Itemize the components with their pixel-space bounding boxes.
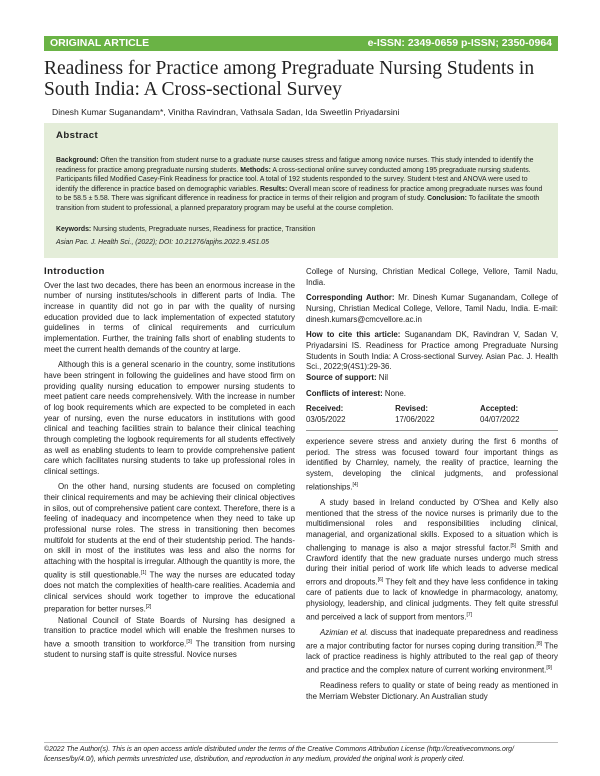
footer-rule — [44, 742, 558, 743]
ref-2[interactable]: [2] — [145, 604, 152, 611]
methods-label: Methods: — [240, 166, 271, 174]
ref-5[interactable]: [5] — [510, 542, 517, 549]
results-text: Overall mean score of readiness for practice among pregraduate nurses was found to be 58.5 ± 5.58. There was significant difference in readiness for practice in terms of their religion and program of study. — [56, 185, 543, 203]
intro-paragraph-4: National Council of State Boards of Nursing has designed a transition to practice model which will enable the freshmen nurses to have a smooth transition to workforce.[3] The transition from nursing student to nursing staff is quite stressful. Novice nurses — [44, 615, 296, 660]
affiliation-block — [306, 267, 558, 426]
intro-paragraph-3: On the other hand, nursing students are focused on completing their clinical requirements and may be achieving their clinical objectives in silos, out of comprehensive patient care context. Therefore, there is a feeling of inadequacy and incompetence when they need to take up professional nurse roles. The stress in transitioning then becomes multifold for students at the end of their studentship period. The hands-on skill in most of the institutes was less and also the norms for attaching with the hospital is irregular. Although the quantity is more, the quality is still questionable.[1] The way the nurses are educated today does not match the complexities of health-care realities. Academia and clinical services should work together to improve the educational preparation for better nurses.[2] — [44, 482, 295, 614]
article-type-label: ORIGINAL ARTICLE — [50, 37, 150, 49]
revised-date: Revised: 17/06/2022 — [395, 404, 435, 424]
keywords-text: Nursing students, Pregraduate nurses, Readiness for practice, Transition — [91, 226, 316, 233]
abstract-text — [56, 156, 546, 214]
header-bar — [44, 36, 558, 51]
article-dates — [306, 404, 558, 425]
author-list: Dinesh Kumar Suganandam*, Vinitha Ravindran, Vathsala Sadan, Ida Sweetlin Priyadarsini — [52, 107, 400, 117]
how-to-cite: How to cite this article: Suganandam DK, Ravindran V, Sadan V, Priyadarsini IS. Readiness for Practice among Pregraduate Nursing Students in South India: A Cross-sectional Survey. Asian Pac. J. Health Sci., 2022;9(4S1):29-36. — [306, 330, 559, 372]
ref-3[interactable]: [3] — [186, 638, 192, 645]
license-footer: ©2022 The Author(s). This is an open access article distributed under the terms of the Creative Commons Attribution License (http://creativecommons.org/ licenses/by/4.0/), which permits unrestricted use, distribution, and reproduction in any medium, provided the original work is properly cited. — [44, 746, 514, 763]
ref-4[interactable]: [4] — [352, 481, 359, 488]
ref-6[interactable]: [6] — [377, 577, 384, 584]
received-date: Received: 03/05/2022 — [306, 404, 346, 424]
source-of-support: Source of support: Nil — [306, 372, 388, 382]
introduction-heading: Introduction — [44, 266, 105, 277]
ref-9[interactable]: [9] — [546, 664, 552, 671]
issn-label: e-ISSN: 2349-0659 p-ISSN; 2350-0964 — [367, 37, 552, 49]
conclusion-label: Conclusion: — [427, 195, 467, 203]
results-label: Results: — [260, 185, 288, 193]
keywords-label: Keywords: — [56, 226, 92, 233]
college-affiliation: College of Nursing, Christian Medical College, Vellore, Tamil Nadu, India. — [306, 267, 558, 287]
ref-8[interactable]: [8] — [536, 640, 543, 647]
ref-1[interactable]: [1] — [140, 569, 147, 576]
body-paragraph-4: Readiness refers to quality or state of being ready as mentioned in the Merriam Webster Dictionary. An Australian study — [306, 680, 558, 701]
intro-paragraph-2: Although this is a general scenario in the country, some institutions have been stringent in following the guidelines and have stood firm on providing quality nursing education to empower nursing students to meet patient care needs comprehensively. With the increase in number of log book requirements which are expected to be completed in each year of nursing, even the nurse educators in institutions with good clinical and teaching facilities strain to balance their clinical teaching through completing the logbook requirements for all students effectively as well as enabling students to learn to provide comprehensive patient care which facilitates nursing students to take up professional roles in clinical settings. — [44, 360, 295, 476]
body-paragraph-3: Azimian et al. discuss that inadequate preparedness and readiness are a major contributing factor for nurses coping during transition.[8] The lack of practice readiness is highly attributed to the real gap of theory and practice and the complex nature of current working environment.[9] — [306, 628, 558, 675]
intro-paragraph-1: Over the last two decades, there has been an enormous increase in the number of nursing institutes/schools in different parts of India. The increase in quantity did not go in par with the quality of nursing education provided due to lack implementation of expected statutory guidelines in terms of clinical requirements and curriculum implementation. Further, the training falls short of enabling students to meet the current health demands of the country at large. — [44, 280, 295, 354]
ref-7[interactable]: [7] — [466, 611, 473, 618]
methods-text: A cross-sectional online survey conducted among 195 pregraduate nursing students. Participants filled Modified Casey-Fink Readiness for practice tool. A total of 192 students responded to the survey. Student t-test and ANOVA were used to identify the difference in practice based on demographic variables. — [56, 166, 531, 193]
keywords — [56, 226, 546, 233]
affiliation-divider — [306, 430, 558, 431]
left-column — [44, 267, 295, 661]
article-title: Readiness for Practice among Pregraduate Nursing Students in South India: A Cross-sectional Survey — [44, 58, 535, 100]
conflicts-of-interest: Conflicts of interest: None. — [306, 388, 406, 398]
body-paragraph-2: A study based in Ireland conducted by O'Shea and Kelly also mentioned that the stress of the novice nurses is primarily due to the multidimensional roles and responsibilities including clinical, managerial, and organizational skills. Exposed to a situation which is challenging to manage is also a major stressful factor.[5] Smith and Crawford identify that the new graduate nurses undergo much stress during their initial period of work life which leads to adverse medical errors and dropouts.[6] They felt and they have less confidence in taking care of patients due to lack of knowledge in pharmacology, anatomy, physiology, leadership, and clinical judgments. They felt quite stressful and perceived a lack of support from mentors.[7] — [306, 497, 558, 622]
right-column — [306, 437, 558, 702]
corresponding-author: Corresponding Author: Mr. Dinesh Kumar Suganandam, College of Nursing, Christian Medical College, Vellore, Tamil Nadu, India. E-mail: dinesh.kumars@cmcvellore.ac.in — [306, 293, 559, 324]
background-text: Often the transition from student nurse to a graduate nurse causes stress and fatigue among novice nurses. This study intended to identify the readiness for practice among pregraduate nursing students. — [56, 157, 534, 174]
doi-citation: Asian Pac. J. Health Sci., (2022); DOI: 10.21276/apjhs.2022.9.4S1.05 — [56, 239, 269, 246]
body-paragraph-1: experience severe stress and anxiety during the first 6 months of period. The stress was focused toward four important things as identified by Charnley, namely, the reality of practice, learning the system, developing the clinical judgments, and professional relationships.[4] — [306, 437, 558, 492]
abstract-box — [44, 123, 558, 258]
accepted-date: Accepted: 04/07/2022 — [480, 404, 520, 424]
background-label: Background: — [56, 157, 99, 164]
abstract-heading: Abstract — [56, 130, 99, 141]
conclusion-text: To facilitate the smooth transition from student to professional, a planned preparatory program may be useful at the course completion. — [56, 195, 540, 212]
